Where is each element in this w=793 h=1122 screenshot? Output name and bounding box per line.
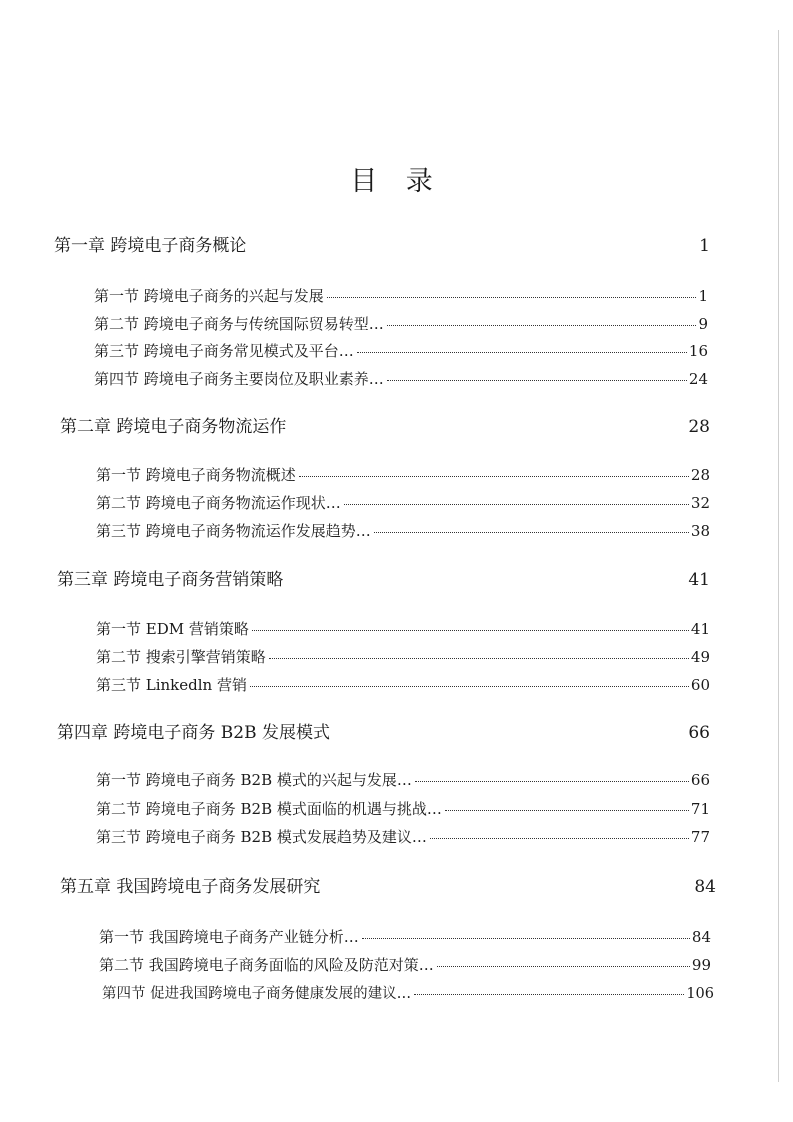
section-4-3-label: 第三节 跨境电子商务 B2B 模式发展趋势及建议… [96, 828, 427, 846]
section-3-3-row [96, 674, 710, 696]
chapter-3-row [57, 568, 710, 592]
chapter-2-label: 第二章 跨境电子商务物流运作 [60, 417, 287, 437]
section-5-1-label: 第一节 我国跨境电子商务产业链分析… [99, 928, 359, 946]
leader-dots [414, 994, 684, 995]
toc-title: 目 录 [350, 166, 443, 197]
section-1-4-label: 第四节 跨境电子商务主要岗位及职业素养… [94, 370, 384, 388]
chapter-2-page: 28 [688, 417, 710, 437]
leader-dots [437, 966, 690, 967]
leader-dots [430, 838, 689, 839]
section-2-1-row [96, 464, 710, 486]
leader-dots [250, 686, 689, 687]
section-5-1-page: 84 [691, 928, 711, 946]
section-4-2-page: 71 [690, 800, 710, 818]
section-5-2-label: 第二节 我国跨境电子商务面临的风险及防范对策… [99, 956, 434, 974]
leader-dots [387, 380, 687, 381]
chapter-4-row [57, 721, 710, 745]
section-2-2-label: 第二节 跨境电子商务物流运作现状… [96, 494, 341, 512]
section-4-2-label: 第二节 跨境电子商务 B2B 模式面临的机遇与挑战… [96, 800, 442, 818]
section-4-1-page: 66 [690, 771, 710, 789]
section-1-1-row [94, 285, 708, 307]
section-1-1-page: 1 [698, 287, 708, 305]
section-5-3-page: 106 [686, 986, 714, 1002]
leader-dots [387, 325, 697, 326]
leader-dots [415, 781, 689, 782]
leader-dots [252, 630, 689, 631]
leader-dots [357, 352, 687, 353]
chapter-3-label: 第三章 跨境电子商务营销策略 [57, 570, 284, 590]
section-2-2-row [96, 492, 710, 514]
chapter-4-page: 66 [688, 723, 710, 743]
section-3-1-label: 第一节 EDM 营销策略 [96, 620, 249, 638]
leader-dots [327, 297, 697, 298]
chapter-5-row [60, 875, 716, 899]
section-1-1-label: 第一节 跨境电子商务的兴起与发展 [94, 287, 324, 305]
section-4-1-row [96, 769, 710, 791]
leader-dots [374, 532, 689, 533]
section-2-3-label: 第三节 跨境电子商务物流运作发展趋势… [96, 522, 371, 540]
section-1-2-row [94, 313, 708, 335]
section-2-1-label: 第一节 跨境电子商务物流概述 [96, 466, 296, 484]
section-3-3-page: 60 [690, 676, 710, 694]
section-1-2-page: 9 [698, 315, 708, 333]
leader-dots [299, 476, 689, 477]
chapter-1-label: 第一章 跨境电子商务概论 [54, 236, 247, 256]
section-1-3-row [94, 340, 708, 362]
leader-dots [344, 504, 689, 505]
section-1-4-row [94, 368, 708, 390]
section-1-3-page: 16 [688, 342, 708, 360]
leader-dots [269, 658, 689, 659]
section-5-2-row [99, 954, 711, 976]
section-3-2-page: 49 [690, 648, 710, 666]
section-1-4-page: 24 [688, 370, 708, 388]
section-5-3-label: 第四节 促进我国跨境电子商务健康发展的建议… [102, 986, 412, 1002]
section-3-1-page: 41 [690, 620, 710, 638]
chapter-4-label: 第四章 跨境电子商务 B2B 发展模式 [57, 723, 331, 743]
chapter-5-label: 第五章 我国跨境电子商务发展研究 [60, 877, 321, 897]
section-4-3-row [96, 826, 710, 848]
section-5-3-row [102, 983, 714, 1005]
section-3-2-label: 第二节 搜索引擎营销策略 [96, 648, 266, 666]
chapter-3-page: 41 [688, 570, 710, 590]
section-3-2-row [96, 646, 710, 668]
chapter-5-page: 84 [694, 877, 716, 897]
section-4-2-row [96, 798, 710, 820]
chapter-2-row [60, 415, 710, 439]
section-3-3-label: 第三节 Linkedln 营销 [96, 676, 247, 694]
chapter-1-page: 1 [699, 236, 710, 256]
section-4-3-page: 77 [690, 828, 710, 846]
section-3-1-row [96, 618, 710, 640]
leader-dots [362, 938, 690, 939]
leader-dots [445, 810, 689, 811]
section-1-3-label: 第三节 跨境电子商务常见模式及平台… [94, 342, 354, 360]
section-2-2-page: 32 [690, 494, 710, 512]
section-4-1-label: 第一节 跨境电子商务 B2B 模式的兴起与发展… [96, 771, 412, 789]
section-2-1-page: 28 [690, 466, 710, 484]
section-5-1-row [99, 926, 711, 948]
section-1-2-label: 第二节 跨境电子商务与传统国际贸易转型… [94, 315, 384, 333]
section-5-2-page: 99 [691, 956, 711, 974]
section-2-3-row [96, 520, 710, 542]
section-2-3-page: 38 [690, 522, 710, 540]
chapter-1-row [54, 234, 710, 258]
